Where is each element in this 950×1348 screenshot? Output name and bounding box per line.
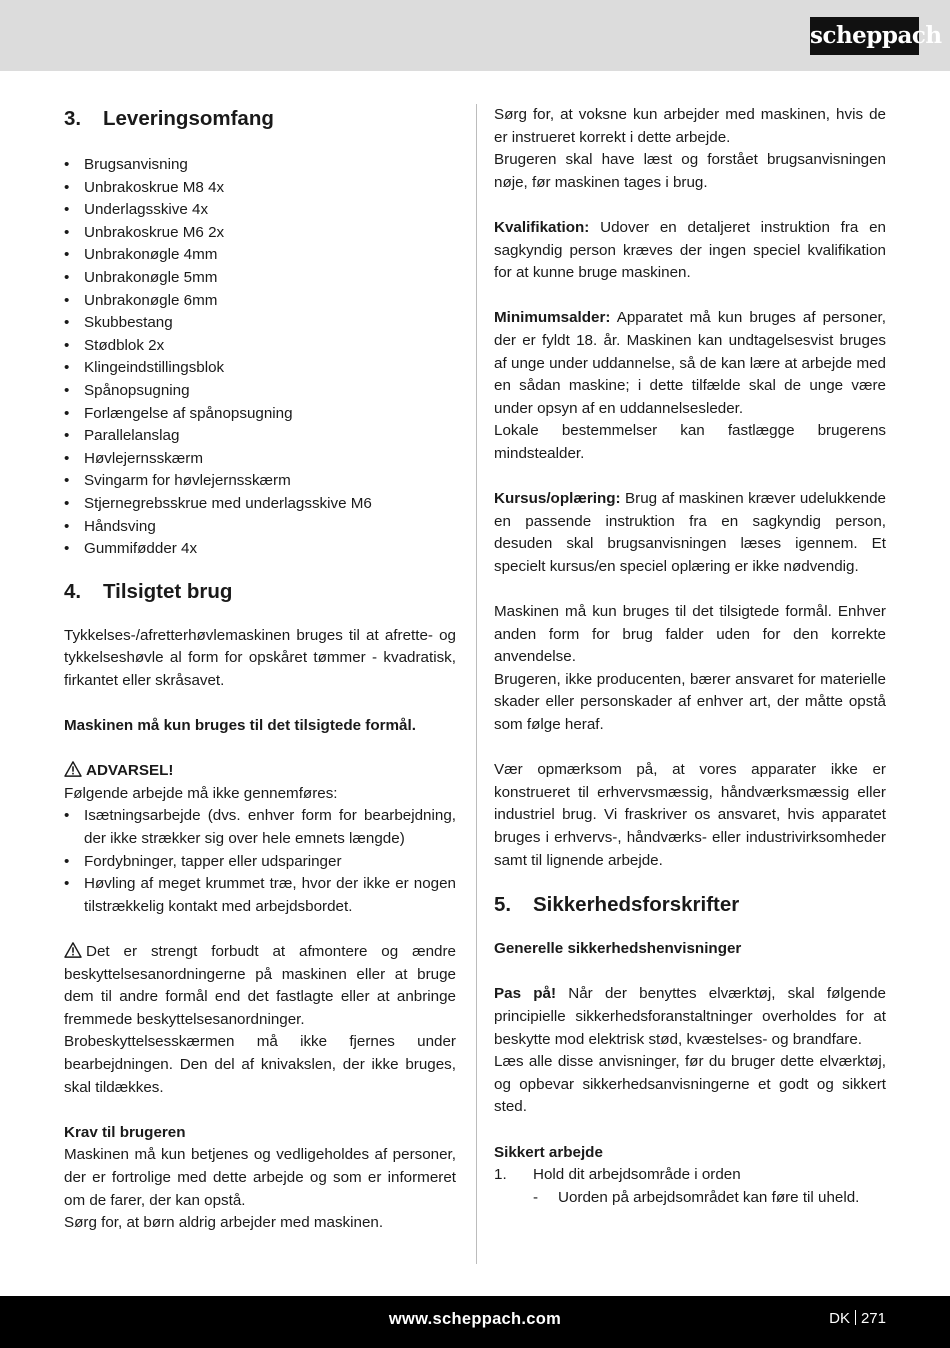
safe-work-heading: Sikkert arbejde (494, 1143, 603, 1161)
right-column (494, 104, 886, 1209)
sub-list-item: - Uorden på arbejdsområdet kan føre til uheld. (533, 1188, 860, 1206)
column-divider (476, 104, 477, 1264)
list-item: • Unbrakonøgle 6mm (64, 290, 456, 313)
local-rules-text: Lokale bestemmelser kan fastlægge brugerens mindstealder. (494, 422, 886, 462)
safe-work-list (494, 1164, 886, 1209)
warning-triangle-icon (64, 761, 82, 777)
list-item: • Høvling af meget krummet træ, hvor der ikke er nogen tilstrækkelig kontakt med arbejdsbordet. (64, 873, 456, 918)
adults-text: Sørg for, at voksne kun arbejder med maskinen, hvis de er instrueret korrekt i dette arbejde. (494, 106, 886, 146)
training-paragraph: Kursus/oplæring: Brug af maskinen kræver udelukkende en passende instruktion fra en sagkyndig person, desuden skal brugsanvisningen læses igennem. Et specielt kursus/en speciel oplæring er ikke nødvendig. (494, 490, 886, 575)
intended-only-text: Maskinen må kun bruges til det tilsigtede formål. (64, 717, 416, 735)
list-item: • Spånopsugning (64, 380, 456, 403)
list-item: • Skubbestang (64, 312, 456, 335)
qualification-paragraph: Kvalifikation: Udover en detaljeret instruktion fra en sagkyndig person kræves der ingen speciel kvalifikation for at kunne bruge maskinen. (494, 218, 886, 282)
user-requirements-heading: Krav til brugeren (64, 1123, 186, 1141)
list-item: • Parallelanslag (64, 425, 456, 448)
separator (855, 1310, 856, 1325)
section-5-heading: 5. Sikkerhedsforskrifter (494, 893, 740, 917)
warning-intro: Følgende arbejde må ikke gennemføres: (64, 784, 338, 802)
children-text: Sørg for, at børn aldrig arbejder med maskinen. (64, 1214, 384, 1232)
warning-triangle-icon (64, 942, 82, 958)
general-safety-heading: Generelle sikkerhedshenvisninger (494, 940, 742, 958)
left-column (64, 104, 456, 1235)
section-3-heading: 3. Leveringsomfang (64, 107, 274, 130)
read-manual-text: Brugeren skal have læst og forstået brugsanvisningen nøje, før maskinen tages i brug. (494, 151, 886, 191)
list-item: 1. Hold dit arbejdsområde i orden (494, 1166, 741, 1184)
list-item: • Klingeindstillingsblok (64, 357, 456, 380)
attention-paragraph: Pas på! Når der benyttes elværktøj, skal følgende principielle sikkerhedsforanstaltninger overholdes for at beskytte mod elektrisk stød, kvæstelses- og brandfare. (494, 985, 886, 1048)
list-item: • Svingarm for høvlejernsskærm (64, 470, 456, 493)
list-item: • Underlagsskive 4x (64, 199, 456, 222)
list-item: • Stjernegrebsskrue med underlagsskive M6 (64, 493, 456, 516)
list-item: • Unbrakonøgle 4mm (64, 244, 456, 267)
footer-bar (0, 1296, 950, 1348)
list-item: • Fordybninger, tapper eller udsparinger (64, 851, 456, 874)
header-bar (0, 0, 950, 71)
warning-list (64, 805, 456, 918)
delivery-list (64, 154, 456, 561)
list-item: • Isætningsarbejde (dvs. enhver form for bearbejdning, der ikke strækker sig over hele emnets længde) (64, 805, 456, 850)
page-number: DK 271 (829, 1310, 886, 1327)
website-link[interactable]: www.scheppach.com (388, 1310, 562, 1328)
list-item: • Brugsanvisning (64, 154, 456, 177)
list-item: • Unbrakoskrue M6 2x (64, 222, 456, 245)
purpose-text: Maskinen må kun bruges til det tilsigtede formål. Enhver anden form for brug falder uden for den korrekte anvendelse. (494, 603, 886, 666)
user-requirements-text: Maskinen må kun betjenes og vedligeholdes af personer, der er fortrolige med dette arbejde og som er informeret om de farer, der kan opstå. (64, 1146, 456, 1209)
commercial-use-text: Vær opmærksom på, at vores apparater ikke er konstrueret til erhvervsmæssig, håndværksmæssig eller industriel brug. Vi fraskriver os ansvaret, hvis apparatet bruges i erhvervs-, håndværks- eller industrivirksomheder samt til lignende arbejde. (494, 761, 886, 869)
min-age-paragraph: Minimumsalder: Apparatet må kun bruges af personer, der er fyldt 18. år. Maskinen kan undtagelsesvist bruges af unge under uddannelse, så de kan lære at arbejde med en sådan maskine; i dette tilfælde skal de unge være under opsyn af en uddannelsesleder. (494, 309, 886, 417)
section-4-heading: 4. Tilsigtet brug (64, 579, 233, 603)
scheppach-logo: scheppach (810, 17, 919, 55)
list-item: • Håndsving (64, 516, 456, 539)
liability-text: Brugeren, ikke producenten, bærer ansvaret for materielle skader eller personskader af enhver art, der måtte opstå som følge heraf. (494, 670, 886, 734)
list-item: • Stødblok 2x (64, 335, 456, 358)
list-item: • Gummifødder 4x (64, 538, 456, 561)
warning-heading: ADVARSEL! (64, 760, 456, 783)
list-item: • Høvlejernsskærm (64, 448, 456, 471)
list-item: • Unbrakoskrue M8 4x (64, 177, 456, 200)
intended-use-text: Tykkelses-/afretterhøvlemaskinen bruges til at afrette- og tykkelseshøvle al form for opskåret tømmer - kvadratisk, firkantet eller skråsavet. (64, 626, 456, 689)
list-item: • Forlængelse af spånopsugning (64, 403, 456, 426)
prohibit-text: Det er strengt forbudt at afmontere og ændre beskyttelsesanordningerne på maskinen eller at bruge dem til andre formål end det fastlagte eller at anbringe fremmede beskyttelsesanordninger. (64, 943, 456, 1028)
read-all-text: Læs alle disse anvisninger, før du bruger dette elværktøj, og opbevar sikkerhedsanvisningerne et godt og sikkert sted. (494, 1053, 886, 1116)
shield-text: Brobeskyttelsesskærmen må ikke fjernes under bearbejdningen. Den del af knivakslen, der ikke bruges, skal tildækkes. (64, 1033, 456, 1096)
list-item: • Unbrakonøgle 5mm (64, 267, 456, 290)
